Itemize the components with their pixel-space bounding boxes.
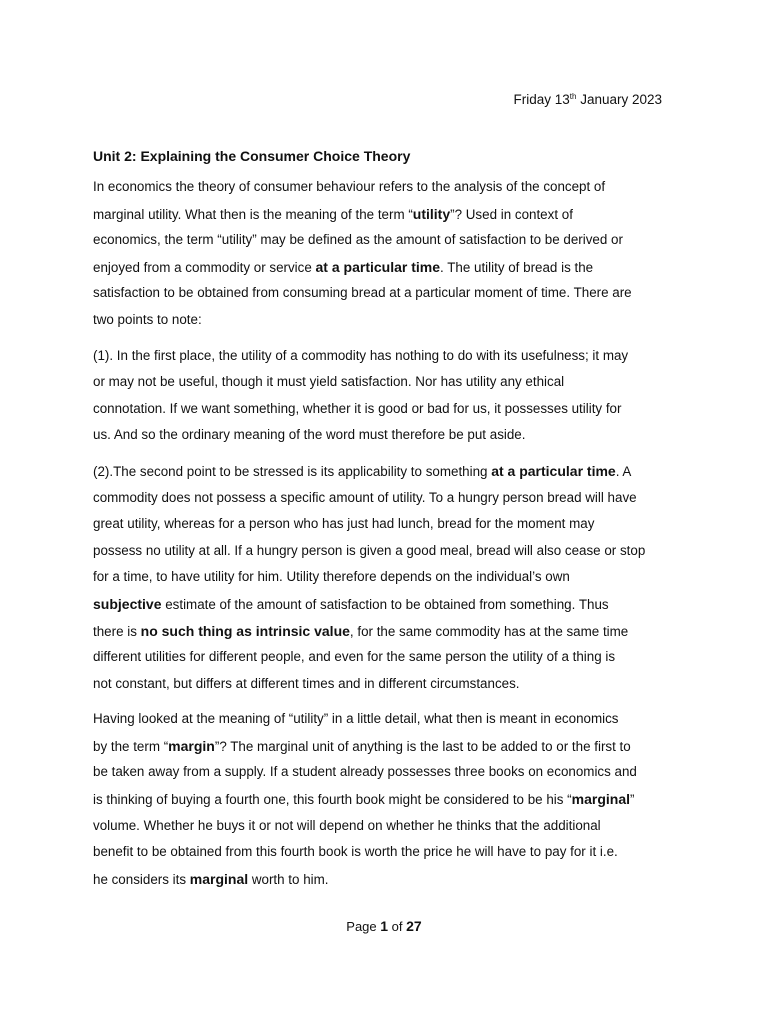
text-run: In economics the theory of consumer behaviour refers to the analysis of the concept of (93, 179, 606, 194)
text-run: economics, the term “utility” may be defined as the amount of satisfaction to be derived or (93, 232, 623, 248)
bold-term: subjective (93, 595, 162, 612)
paragraph-line (93, 280, 681, 307)
paragraph-line (93, 201, 681, 228)
text-run: (1). In the first place, the utility of a commodity has nothing to do with its usefulness; it may (93, 347, 629, 363)
paragraph (93, 174, 681, 334)
document-date (513, 88, 662, 109)
date-month-year: January 2023 (576, 92, 662, 107)
text-run: marginal utility. What then is the meaning of the term “ (93, 206, 413, 222)
text-run: satisfaction to be obtained from consuming bread at a particular moment of time. There are (93, 285, 632, 301)
paragraph-line (93, 706, 681, 733)
text-run: he considers its (93, 871, 190, 887)
paragraph-line (93, 671, 681, 698)
paragraph-line (93, 644, 681, 671)
paragraph-line (93, 618, 681, 645)
paragraph-line (93, 511, 681, 538)
bold-term: at a particular time (491, 462, 616, 479)
text-run: possess no utility at all. If a hungry person is given a good meal, bread will also cease or stop (93, 542, 646, 558)
text-run: . A (615, 463, 632, 479)
text-run: there is (93, 623, 141, 639)
text-run: by the term “ (93, 738, 169, 754)
paragraph-line (93, 227, 681, 254)
text-run: not constant, but differs at different times and in different circumstances. (93, 675, 520, 691)
text-run: great utility, whereas for a person who has just had lunch, bread for the moment may (93, 516, 595, 532)
page-footer (0, 916, 768, 937)
paragraph-line (93, 174, 681, 201)
date-ordinal-suffix: th (569, 92, 577, 101)
text-run: or may not be useful, though it must yield satisfaction. Nor has utility any ethical (93, 374, 565, 390)
footer-current-page: 1 (380, 918, 389, 934)
document-body (93, 146, 681, 901)
paragraphs-container (93, 174, 681, 892)
paragraph-line (93, 866, 681, 893)
paragraph-line (93, 396, 681, 423)
text-run: ” (630, 792, 635, 808)
bold-term: marginal (571, 791, 630, 808)
text-run: worth to him. (248, 871, 329, 887)
paragraph-line (93, 422, 681, 449)
text-run: be taken away from a supply. If a student already possesses three books on economics and (93, 764, 637, 780)
footer-page-label: Page (346, 919, 381, 934)
text-run: benefit to be obtained from this fourth book is worth the price he will have to pay for it i.e. (93, 844, 618, 860)
text-run: volume. Whether he buys it or not will depend on whether he thinks that the additional (93, 817, 601, 833)
text-run: two points to note: (93, 311, 202, 327)
paragraph-line (93, 786, 681, 813)
paragraph (93, 458, 681, 697)
paragraph-line (93, 733, 681, 760)
text-run: Having looked at the meaning of “utility” in a little detail, what then is meant in economics (93, 711, 619, 727)
text-run: different utilities for different people, and even for the same person the utility of a thing is (93, 649, 616, 665)
paragraph-line (93, 307, 681, 334)
paragraph-line (93, 369, 681, 396)
text-run: for a time, to have utility for him. Utility therefore depends on the individual’s own (93, 569, 570, 585)
bold-term: margin (168, 737, 215, 754)
date-text: Friday 13 (513, 92, 570, 107)
paragraph-line (93, 538, 681, 565)
paragraph (93, 706, 681, 892)
text-run: (2).The second point to be stressed is its applicability to something (93, 463, 492, 479)
paragraph-line (93, 813, 681, 840)
paragraph-line (93, 591, 681, 618)
text-run: ”? Used in context of (450, 206, 573, 222)
text-run: . The utility of bread is the (440, 259, 594, 275)
footer-of-label: of (388, 919, 407, 934)
bold-term: no such thing as intrinsic value (140, 622, 350, 639)
text-run: is thinking of buying a fourth one, this fourth book might be considered to be his “ (93, 792, 572, 808)
paragraph-line (93, 458, 681, 485)
paragraph (93, 343, 681, 449)
paragraph-line (93, 254, 681, 281)
text-run: , for the same commodity has at the same time (349, 623, 629, 639)
text-run: enjoyed from a commodity or service (93, 259, 316, 275)
text-run: estimate of the amount of satisfaction to be obtained from something. Thus (161, 596, 609, 612)
paragraph-line (93, 759, 681, 786)
bold-term: at a particular time (315, 258, 441, 275)
paragraph-line (93, 564, 681, 591)
text-run: commodity does not possess a specific amount of utility. To a hungry person bread will have (93, 489, 637, 505)
bold-term: marginal (189, 870, 249, 887)
unit-heading: Unit 2: Explaining the Consumer Choice Theory (93, 148, 411, 164)
text-run: connotation. If we want something, whether it is good or bad for us, it possesses utility for (93, 400, 622, 416)
text-run: ”? The marginal unit of anything is the last to be added to or the first to (214, 738, 631, 754)
footer-total-pages: 27 (406, 918, 422, 934)
paragraph-line (93, 343, 681, 370)
paragraph-line (93, 485, 681, 512)
bold-term: utility (412, 205, 451, 222)
text-run: us. And so the ordinary meaning of the word must therefore be put aside. (93, 427, 526, 443)
paragraph-line (93, 839, 681, 866)
